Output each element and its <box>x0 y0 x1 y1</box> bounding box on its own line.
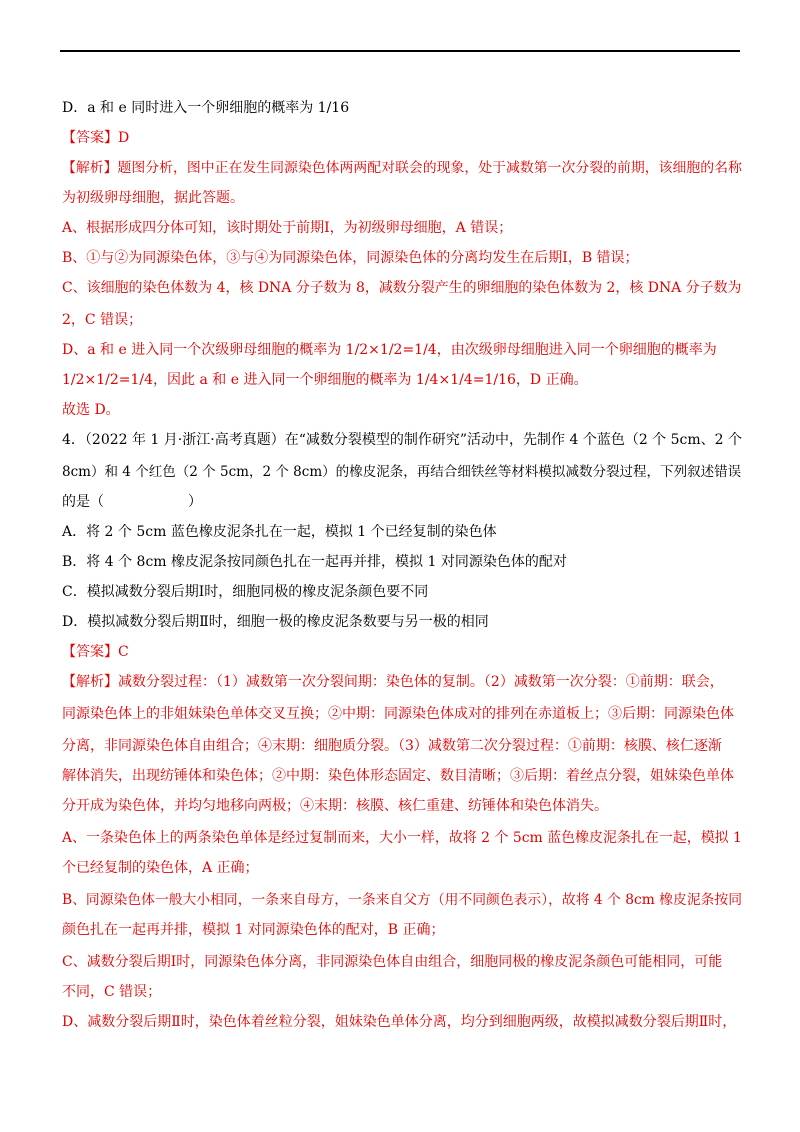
text-line: D．a 和 e 同时进入一个卵细胞的概率为 1/16 <box>62 100 350 116</box>
text-line: 【答案】D <box>62 130 130 146</box>
text-line: 1/2×1/2=1/4，因此 a 和 e 进入同一个卵细胞的概率为 1/4×1/4=1/16，D 正确。 <box>62 372 588 388</box>
text-line: 颜色扎在一起再并排，模拟 1 对同源染色体的配对，B 正确； <box>62 922 445 938</box>
text-line: D．模拟减数分裂后期Ⅱ时，细胞一极的橡皮泥条数要与另一极的相同 <box>62 614 489 630</box>
text-line: C、该细胞的染色体数为 4，核 DNA 分子数为 8，减数分裂产生的卵细胞的染色体数为 2，核 DNA 分子数为 <box>62 280 742 296</box>
text-line: 【解析】题图分析，图中正在发生同源染色体两两配对联会的现象，处于减数第一次分裂的前期，该细胞的名称 <box>62 160 742 176</box>
text-line: 故选 D。 <box>62 402 120 418</box>
text-line: 的是（ ） <box>62 494 202 510</box>
text-line: D、减数分裂后期Ⅱ时，染色体着丝粒分裂，姐妹染色单体分离，均分到细胞两级，故模拟减数分裂后期Ⅱ时， <box>62 1014 737 1030</box>
text-line: 分离，非同源染色体自由组合；④末期：细胞质分裂。（3）减数第二次分裂过程：①前期：核膜、核仁逐渐 <box>62 738 722 754</box>
text-line: C、减数分裂后期Ⅰ时，同源染色体分离，非同源染色体自由组合，细胞同极的橡皮泥条颜色可能相同，可能 <box>62 954 723 970</box>
text-line: 【答案】C <box>62 644 129 660</box>
text-line: 个已经复制的染色体，A 正确； <box>62 860 259 876</box>
text-line: A．将 2 个 5cm 蓝色橡皮泥条扎在一起，模拟 1 个已经复制的染色体 <box>62 524 497 540</box>
text-line: B．将 4 个 8cm 橡皮泥条按同颜色扎在一起再并排，模拟 1 对同源染色体的配对 <box>62 554 567 570</box>
text-line: 分开成为染色体，并均匀地移向两极；④末期：核膜、核仁重建、纺锤体和染色体消失。 <box>62 798 608 814</box>
text-line: 2，C 错误； <box>62 312 143 328</box>
text-line: B、同源染色体一般大小相同，一条来自母方，一条来自父方（用不同颜色表示），故将 4 个 8cm 橡皮泥条按同 <box>62 892 743 908</box>
text-line: B、①与②为同源染色体，③与④为同源染色体，同源染色体的分离均发生在后期Ⅰ，B 错误； <box>62 250 639 266</box>
header-rule <box>60 50 740 52</box>
text-line: 为初级卵母细胞，据此答题。 <box>62 190 244 206</box>
text-line: 4．（2022 年 1 月·浙江·高考真题）在“减数分裂模型的制作研究”活动中，先制作 4 个蓝色（2 个 5cm、2 个 <box>62 432 743 448</box>
text-line: 解体消失，出现纺锤体和染色体；②中期：染色体形态固定、数目清晰；③后期：着丝点分裂，姐妹染色单体 <box>62 768 734 784</box>
text-line: C．模拟减数分裂后期Ⅰ时，细胞同极的橡皮泥条颜色要不同 <box>62 584 429 600</box>
text-line: 8cm）和 4 个红色（2 个 5cm，2 个 8cm）的橡皮泥条，再结合细铁丝等材料模拟减数分裂过程，下列叙述错误 <box>62 464 742 480</box>
text-line: 不同，C 错误； <box>62 984 162 1000</box>
text-line: 同源染色体上的非姐妹染色单体交叉互换；②中期：同源染色体成对的排列在赤道板上；③后期：同源染色体 <box>62 706 734 722</box>
text-line: A、根据形成四分体可知，该时期处于前期Ⅰ，为初级卵母细胞，A 错误； <box>62 220 513 236</box>
text-line: 【解析】减数分裂过程：（1）减数第一次分裂间期：染色体的复制。（2）减数第一次分裂：①前期：联会， <box>62 674 724 690</box>
text-line: A、一条染色体上的两条染色单体是经过复制而来，大小一样，故将 2 个 5cm 蓝色橡皮泥条扎在一起，模拟 1 <box>62 830 742 846</box>
text-line: D、a 和 e 进入同一个次级卵母细胞的概率为 1/2×1/2=1/4，由次级卵母细胞进入同一个卵细胞的概率为 <box>62 342 717 358</box>
